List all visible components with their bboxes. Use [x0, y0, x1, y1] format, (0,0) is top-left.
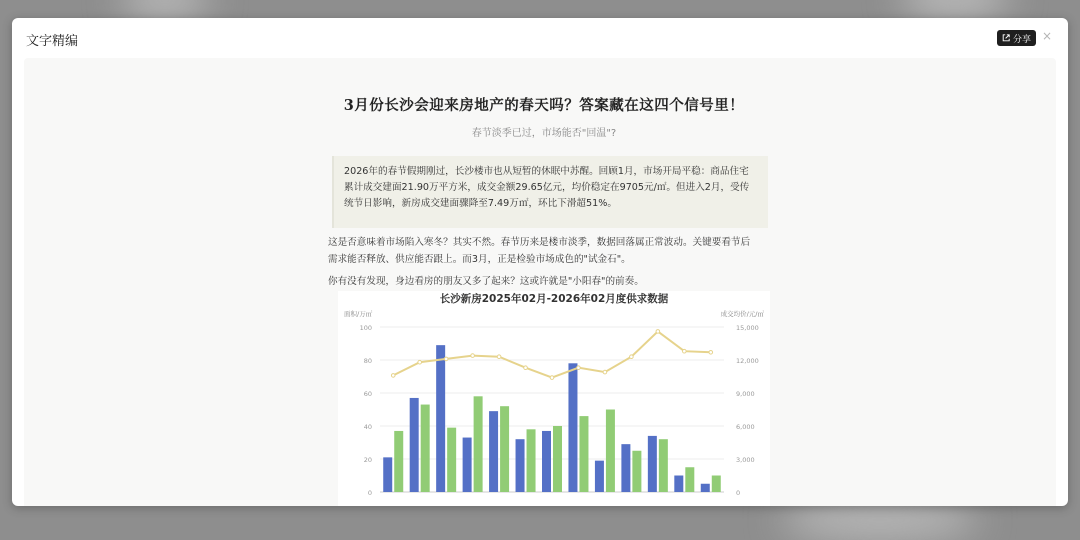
- bar-series-2: [685, 467, 694, 492]
- bar-series-1: [410, 398, 419, 492]
- article-modal: [12, 18, 1068, 506]
- content-panel: [24, 58, 1056, 506]
- y-tick-left: 0: [367, 489, 372, 497]
- y-tick-right: 12,000: [736, 357, 759, 365]
- y-tick-left: 40: [363, 423, 372, 431]
- bar-series-2: [712, 476, 721, 493]
- paragraph-2: 你有没有发现，身边看房的朋友又多了起来？这或许就是"小阳春"的前奏。: [328, 276, 644, 287]
- bar-series-2: [421, 405, 430, 492]
- bar-series-1: [621, 444, 630, 492]
- y-tick-right: 9,000: [736, 390, 755, 398]
- price-point: [550, 376, 554, 380]
- summary-box: 2026年的春节假期刚过，长沙楼市也从短暂的休眠中苏醒。回顾1月，市场开局平稳：商品住宅累计成交建面21.90万平方米，成交金额29.65亿元，均价稳定在9705元/㎡。但进入2月，受传统节日影响，新房成交建面骤降至7.49万㎡，环比下滑超51%。: [332, 156, 768, 228]
- bar-series-2: [659, 439, 668, 492]
- bar-series-1: [568, 363, 577, 492]
- y-tick-left: 80: [363, 357, 372, 365]
- article-subtitle: 春节淡季已过，市场能否"回温"?: [471, 128, 617, 139]
- chart-card: [338, 291, 770, 506]
- bar-series-2: [500, 406, 509, 492]
- bar-series-2: [606, 410, 615, 493]
- bar-series-1: [648, 436, 657, 492]
- bar-series-1: [542, 431, 551, 492]
- y-tick-left: 20: [363, 456, 372, 464]
- y-tick-right: 0: [736, 489, 741, 497]
- bar-series-2: [447, 428, 456, 492]
- bar-series-2: [527, 429, 536, 492]
- price-point: [709, 351, 713, 355]
- bar-series-1: [674, 476, 683, 493]
- paragraph-1: 这是否意味着市场陷入寒冬？其实不然。春节历来是楼市淡季，数据回落属正常波动。关键要看节后需求能否释放、供应能否跟上。而3月，正是检验市场成色的"试金石"。: [328, 237, 751, 265]
- y-axis-right-label: 成交均价/元/㎡: [720, 310, 764, 318]
- price-point: [630, 355, 634, 359]
- bar-series-1: [383, 457, 392, 492]
- bar-series-2: [394, 431, 403, 492]
- bar-series-1: [436, 345, 445, 492]
- price-point: [656, 330, 660, 334]
- price-point: [497, 355, 501, 359]
- bar-series-2: [632, 451, 641, 492]
- bar-series-2: [579, 416, 588, 492]
- price-point: [444, 357, 448, 361]
- price-point: [683, 349, 687, 353]
- bar-series-1: [516, 439, 525, 492]
- bar-series-1: [489, 411, 498, 492]
- modal-title: 文字精编: [26, 34, 79, 49]
- chart-title: 长沙新房2025年02月-2026年02月度供求数据: [439, 293, 669, 305]
- price-point: [524, 366, 528, 370]
- article-title: 3月份长沙会迎来房地产的春天吗？答案藏在这四个信号里！: [343, 97, 745, 114]
- bar-series-1: [463, 438, 472, 492]
- share-label: 分享: [1013, 34, 1032, 45]
- bar-series-1: [595, 461, 604, 492]
- bar-series-1: [701, 484, 710, 492]
- bar-series-2: [474, 396, 483, 492]
- y-axis-left-label: 面积/万㎡: [344, 310, 373, 318]
- price-point: [577, 366, 581, 370]
- price-point: [603, 370, 607, 374]
- y-tick-left: 60: [363, 390, 372, 398]
- y-tick-right: 3,000: [736, 456, 755, 464]
- y-tick-left: 100: [359, 324, 372, 332]
- close-button[interactable]: ×: [1042, 29, 1053, 43]
- supply-demand-chart: [338, 291, 770, 506]
- share-button[interactable]: [997, 30, 1036, 46]
- modal-header: [12, 18, 1068, 56]
- share-icon: [1002, 34, 1010, 42]
- y-tick-right: 6,000: [736, 423, 755, 431]
- price-point: [418, 360, 422, 364]
- bar-series-2: [553, 426, 562, 492]
- y-tick-right: 15,000: [736, 324, 759, 332]
- price-point: [391, 374, 395, 378]
- price-point: [471, 354, 475, 358]
